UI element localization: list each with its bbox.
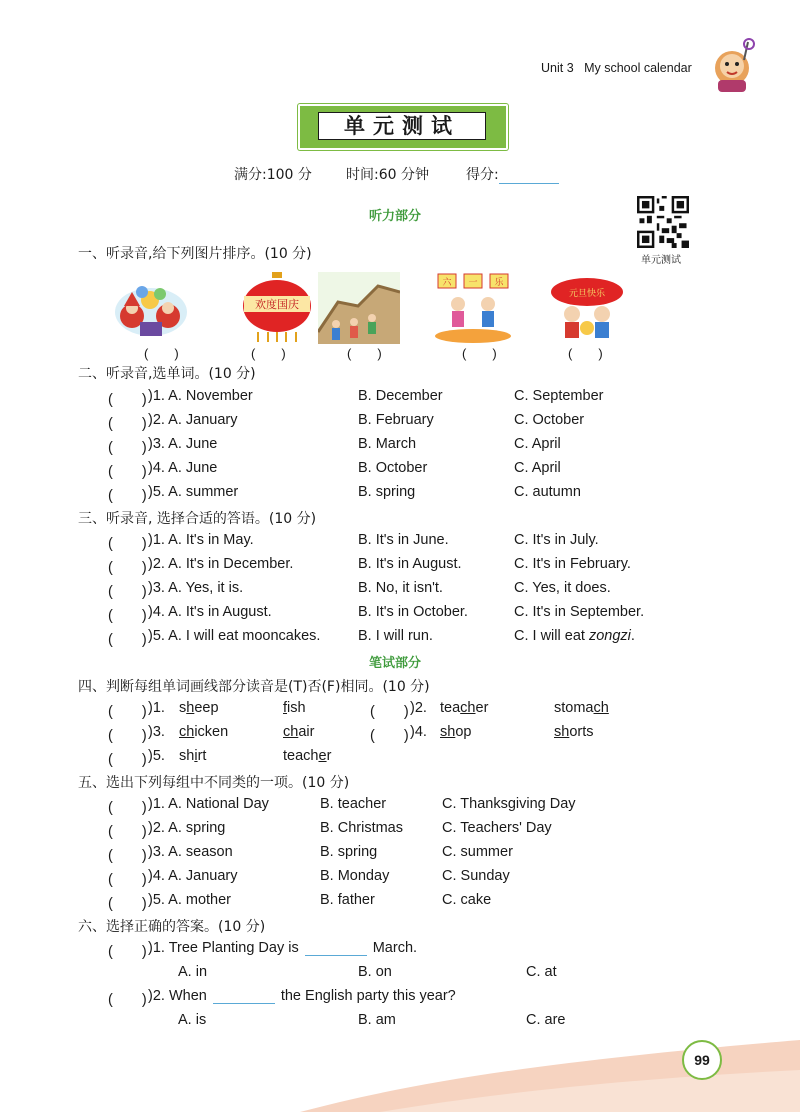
zongzi-word: zongzi xyxy=(588,628,631,644)
s4-q2-number: )2. xyxy=(410,700,427,716)
page-title: 单元测试 xyxy=(318,112,486,140)
page-header xyxy=(541,61,692,75)
s5-q1-option-b: B. teacher xyxy=(320,796,387,812)
s6-q1-option-a: A. in xyxy=(178,964,208,980)
s4-q1-number: )1. xyxy=(148,700,165,716)
s4-q3-answer[interactable]: ( ) xyxy=(108,728,147,744)
svg-text:欢度国庆: 欢度国庆 xyxy=(255,298,299,311)
s5-q5-option-c: C. cake xyxy=(442,892,492,908)
s5-q4-option-b: B. Monday xyxy=(320,868,390,884)
s3-q1-option-b: B. It's in June. xyxy=(358,532,449,548)
s4-q1-answer[interactable]: ( ) xyxy=(108,704,147,720)
writing-section-label: 笔试部分 xyxy=(369,656,422,671)
s3-q2-answer[interactable]: ( ) xyxy=(108,560,147,576)
s4-q1-word-a: sheep xyxy=(179,700,219,716)
section5-heading: 五、选出下列每组中不同类的一项。(10 分) xyxy=(78,775,350,791)
full-score: 满分:100 分 xyxy=(234,167,312,183)
s5-q1-option-a: )1. A. National Day xyxy=(148,796,269,812)
s2-q3-answer[interactable]: ( ) xyxy=(108,440,147,456)
s5-q2-answer[interactable]: ( ) xyxy=(108,824,147,840)
s4-q5-word-b: teacher xyxy=(283,748,332,764)
s6-q2-answer[interactable]: ( ) xyxy=(108,992,147,1008)
footer-wave xyxy=(0,1000,800,1112)
s6-q1-option-b: B. on xyxy=(358,964,392,980)
new-year-picture-icon xyxy=(546,272,628,344)
svg-text:六: 六 xyxy=(442,278,452,288)
s4-q2-word-a: teacher xyxy=(440,700,489,716)
s4-q3-word-a: chicken xyxy=(179,724,229,740)
s3-q4-answer[interactable]: ( ) xyxy=(108,608,147,624)
s6-q2-option-c: C. are xyxy=(526,1012,566,1028)
svg-text:乐: 乐 xyxy=(494,278,504,288)
listening-section-label: 听力部分 xyxy=(369,209,422,224)
svg-text:一: 一 xyxy=(468,278,478,288)
s3-q3-answer[interactable]: ( ) xyxy=(108,584,147,600)
s2-q2-option-c: C. October xyxy=(514,412,585,428)
s6-q2-option-b: B. am xyxy=(358,1012,396,1028)
s3-q5-option-a: )5. A. I will eat mooncakes. xyxy=(148,628,321,644)
s5-q1-option-c: C. Thanksgiving Day xyxy=(442,796,576,812)
s3-q3-option-c: C. Yes, it does. xyxy=(514,580,611,596)
s2-q5-answer[interactable]: ( ) xyxy=(108,488,147,504)
s6-q2-option-a: A. is xyxy=(178,1012,207,1028)
s5-q3-answer[interactable]: ( ) xyxy=(108,848,147,864)
s4-q4-number: )4. xyxy=(410,724,427,740)
score-label: 得分: xyxy=(466,164,559,184)
s4-q3-number: )3. xyxy=(148,724,165,740)
s5-q4-option-c: C. Sunday xyxy=(442,868,510,884)
s3-q4-option-a: )4. A. It's in August. xyxy=(148,604,272,620)
pic4-answer[interactable]: ( ) xyxy=(462,346,497,361)
svg-text:元旦快乐: 元旦快乐 xyxy=(568,289,606,299)
childrens-day-picture-icon xyxy=(432,272,514,344)
title-frame xyxy=(298,104,508,150)
s5-q1-answer[interactable]: ( ) xyxy=(108,800,147,816)
s6-q1-answer[interactable]: ( ) xyxy=(108,944,147,960)
s2-q1-option-a: )1. A. November xyxy=(148,388,253,404)
s4-q4-word-b: shorts xyxy=(554,724,594,740)
s3-q3-option-a: )3. A. Yes, it is. xyxy=(148,580,244,596)
section6-heading: 六、选择正确的答案。(10 分) xyxy=(78,919,266,935)
s3-q1-answer[interactable]: ( ) xyxy=(108,536,147,552)
s3-q3-option-b: B. No, it isn't. xyxy=(358,580,443,596)
s2-q4-option-a: )4. A. June xyxy=(148,460,218,476)
s4-q4-answer[interactable]: ( ) xyxy=(370,728,409,744)
s5-q5-option-a: )5. A. mother xyxy=(148,892,232,908)
s2-q1-option-c: C. September xyxy=(514,388,604,404)
s2-q5-option-b: B. spring xyxy=(358,484,416,500)
qr-caption: 单元测试 xyxy=(641,255,681,266)
s6-q1-blank[interactable] xyxy=(305,941,367,956)
s3-q1-option-c: C. It's in July. xyxy=(514,532,599,548)
s2-q5-option-a: )5. A. summer xyxy=(148,484,239,500)
s2-q4-option-c: C. April xyxy=(514,460,561,476)
s5-q2-option-b: B. Christmas xyxy=(320,820,403,836)
s2-q1-option-b: B. December xyxy=(358,388,443,404)
section2-heading: 二、听录音,选单词。(10 分) xyxy=(78,366,256,382)
s3-q4-option-b: B. It's in October. xyxy=(358,604,468,620)
time-limit: 时间:60 分钟 xyxy=(346,167,429,183)
christmas-picture-icon xyxy=(110,272,192,344)
s3-q4-option-c: C. It's in September. xyxy=(514,604,645,620)
s4-q4-word-a: shop xyxy=(440,724,472,740)
s2-q5-option-c: C. autumn xyxy=(514,484,581,500)
s5-q4-answer[interactable]: ( ) xyxy=(108,872,147,888)
s3-q5-option-b: B. I will run. xyxy=(358,628,433,644)
s5-q3-option-b: B. spring xyxy=(320,844,378,860)
s5-q4-option-a: )4. A. January xyxy=(148,868,238,884)
national-day-lantern-icon xyxy=(236,272,318,344)
s2-q2-option-a: )2. A. January xyxy=(148,412,238,428)
s6-q1-stem: )1. Tree Planting Day is March. xyxy=(148,940,418,956)
s5-q5-answer[interactable]: ( ) xyxy=(108,896,147,912)
pic1-answer[interactable]: ( ) xyxy=(144,346,179,361)
page-number: 99 xyxy=(682,1040,722,1080)
s3-q2-option-a: )2. A. It's in December. xyxy=(148,556,294,572)
s5-q3-option-a: )3. A. season xyxy=(148,844,233,860)
section1-heading: 一、听录音,给下列图片排序。(10 分) xyxy=(78,246,312,262)
s3-q5-answer[interactable]: ( ) xyxy=(108,632,147,648)
s5-q3-option-c: C. summer xyxy=(442,844,513,860)
s2-q2-answer[interactable]: ( ) xyxy=(108,416,147,432)
s3-q5-option-c: C. I will eat zongzi. xyxy=(514,628,635,644)
s4-q1-word-b: fish xyxy=(283,700,306,716)
s6-q2-stem: )2. When the English party this year? xyxy=(148,988,456,1004)
s4-q5-number: )5. xyxy=(148,748,165,764)
qr-code-icon[interactable] xyxy=(637,196,689,248)
s3-q2-option-c: C. It's in February. xyxy=(514,556,631,572)
s2-q3-option-c: C. April xyxy=(514,436,561,452)
s2-q2-option-b: B. February xyxy=(358,412,434,428)
s5-q2-option-c: C. Teachers' Day xyxy=(442,820,552,836)
s2-q1-answer[interactable]: ( ) xyxy=(108,392,147,408)
s4-q2-word-b: stomach xyxy=(554,700,609,716)
mascot-icon xyxy=(708,38,760,94)
pic2-answer[interactable]: ( ) xyxy=(251,346,286,361)
s3-q1-option-a: )1. A. It's in May. xyxy=(148,532,254,548)
great-wall-picture-icon xyxy=(318,272,400,344)
s4-q2-answer[interactable]: ( ) xyxy=(370,704,409,720)
unit-label: Unit 3 xyxy=(541,61,574,75)
s4-q5-word-a: shirt xyxy=(179,748,207,764)
unit-topic: My school calendar xyxy=(584,61,692,75)
pic3-answer[interactable]: ( ) xyxy=(347,346,382,361)
s2-q4-answer[interactable]: ( ) xyxy=(108,464,147,480)
section3-heading: 三、听录音, 选择合适的答语。(10 分) xyxy=(78,511,317,527)
score-blank[interactable] xyxy=(499,169,559,184)
section4-heading: 四、判断每组单词画线部分读音是(T)否(F)相同。(10 分) xyxy=(78,679,430,695)
s4-q5-answer[interactable]: ( ) xyxy=(108,752,147,768)
s5-q5-option-b: B. father xyxy=(320,892,375,908)
pic5-answer[interactable]: ( ) xyxy=(568,346,603,361)
s3-q2-option-b: B. It's in August. xyxy=(358,556,462,572)
s2-q4-option-b: B. October xyxy=(358,460,428,476)
s6-q1-option-c: C. at xyxy=(526,964,557,980)
s6-q2-blank[interactable] xyxy=(213,989,275,1004)
s2-q3-option-b: B. March xyxy=(358,436,417,452)
s2-q3-option-a: )3. A. June xyxy=(148,436,218,452)
s4-q3-word-b: chair xyxy=(283,724,315,740)
s5-q2-option-a: )2. A. spring xyxy=(148,820,226,836)
